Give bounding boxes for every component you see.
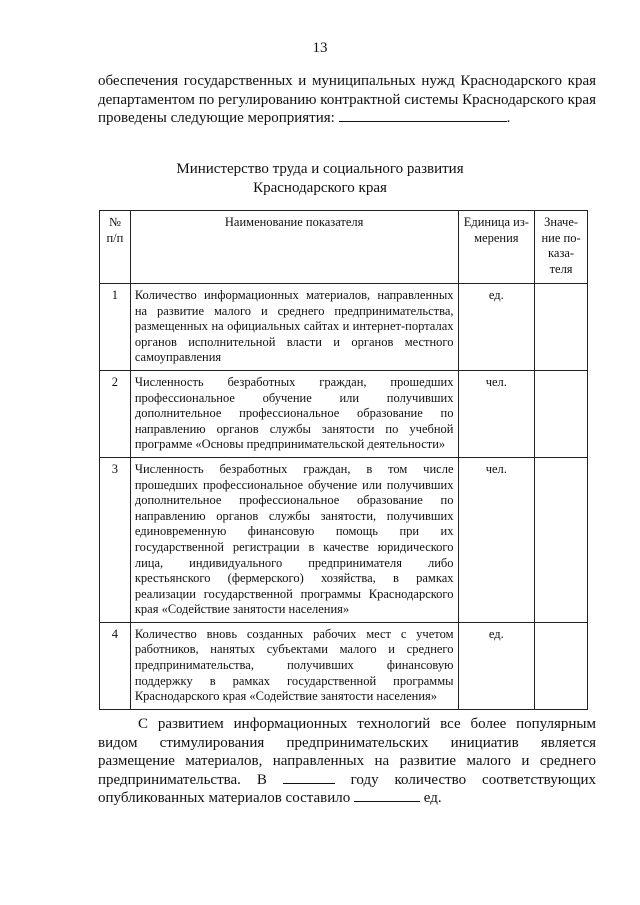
intro-line-1: обеспечения государственных и муниципальных нужд Краснодарского края <box>98 73 596 89</box>
intro-line-3 <box>98 109 596 128</box>
intro-line-3-end: . <box>506 110 511 126</box>
closing-paragraph <box>98 715 596 808</box>
row-unit: чел. <box>458 457 535 622</box>
header-num: № п/п <box>100 211 131 284</box>
measures-blank <box>339 109 507 122</box>
closing-part-1: С развитием информационных технологий все более популярным видом стимулирования предпринимательских инициатив является размещение материалов, направленных на развитие малого и среднего предпринимательства. В <box>98 716 596 788</box>
ministry-heading-line-1: Министерство труда и социального развития <box>176 161 464 177</box>
row-num: 3 <box>100 457 131 622</box>
row-unit: ед. <box>458 284 535 371</box>
header-name: Наименование показателя <box>130 211 458 284</box>
row-name: Численность безработных граждан, прошедших профессиональное обучение или получивших дополнительное профессиональное образование по направлению органов службы занятости по учебной программе «Основы предпринимательской деятельности» <box>130 370 458 457</box>
row-name: Количество информационных материалов, направленных на развитие малого и среднего предпринимательства, размещенных на официальных сайтах и интернет-порталах органов исполнительной власти и органов местного самоуправления <box>130 284 458 371</box>
row-value <box>535 370 588 457</box>
indicators-table <box>99 210 588 710</box>
row-value <box>535 457 588 622</box>
row-value <box>535 622 588 709</box>
intro-line-2: департаментом по регулированию контрактной системы Краснодарского края <box>98 91 596 108</box>
table-row <box>100 622 588 709</box>
table-row <box>100 457 588 622</box>
row-value <box>535 284 588 371</box>
row-unit: чел. <box>458 370 535 457</box>
row-num: 4 <box>100 622 131 709</box>
table-row <box>100 284 588 371</box>
row-num: 1 <box>100 284 131 371</box>
count-blank <box>354 789 420 802</box>
ministry-heading-line-2: Краснодарского края <box>253 179 387 196</box>
table-row <box>100 370 588 457</box>
closing-part-3: ед. <box>423 790 442 806</box>
row-name: Численность безработных граждан, в том числе прошедших профессиональное обучение или получивших дополнительное профессиональное образование по направлению органов службы занятости, получивших единовременную финансовую помощь при их государственной регистрации в качестве юридического лица, индивидуального предпринимателя либо крестьянского (фермерского) хозяйства, в рамках реализации государственной программы Краснодарского края «Содействие занятости населения» <box>130 457 458 622</box>
row-unit: ед. <box>458 622 535 709</box>
header-value: Значе-ние по-каза-теля <box>535 211 588 284</box>
intro-line-3-text: проведены следующие мероприятия: <box>98 110 335 126</box>
row-num: 2 <box>100 370 131 457</box>
header-unit: Единица из-мерения <box>458 211 535 284</box>
row-name: Количество вновь созданных рабочих мест с учетом работников, нанятых субъектами малого и среднего предпринимательства, получивших финансовую поддержку в рамках государственной программы Краснодарского края «Содействие занятости населения» <box>130 622 458 709</box>
intro-paragraph <box>98 72 596 128</box>
closing-part-2: году количество соответствующих опубликованных материалов составило <box>98 771 597 806</box>
table-header-row <box>100 211 588 284</box>
ministry-heading <box>0 160 640 197</box>
page-number: 13 <box>312 40 328 56</box>
year-blank <box>283 771 335 784</box>
